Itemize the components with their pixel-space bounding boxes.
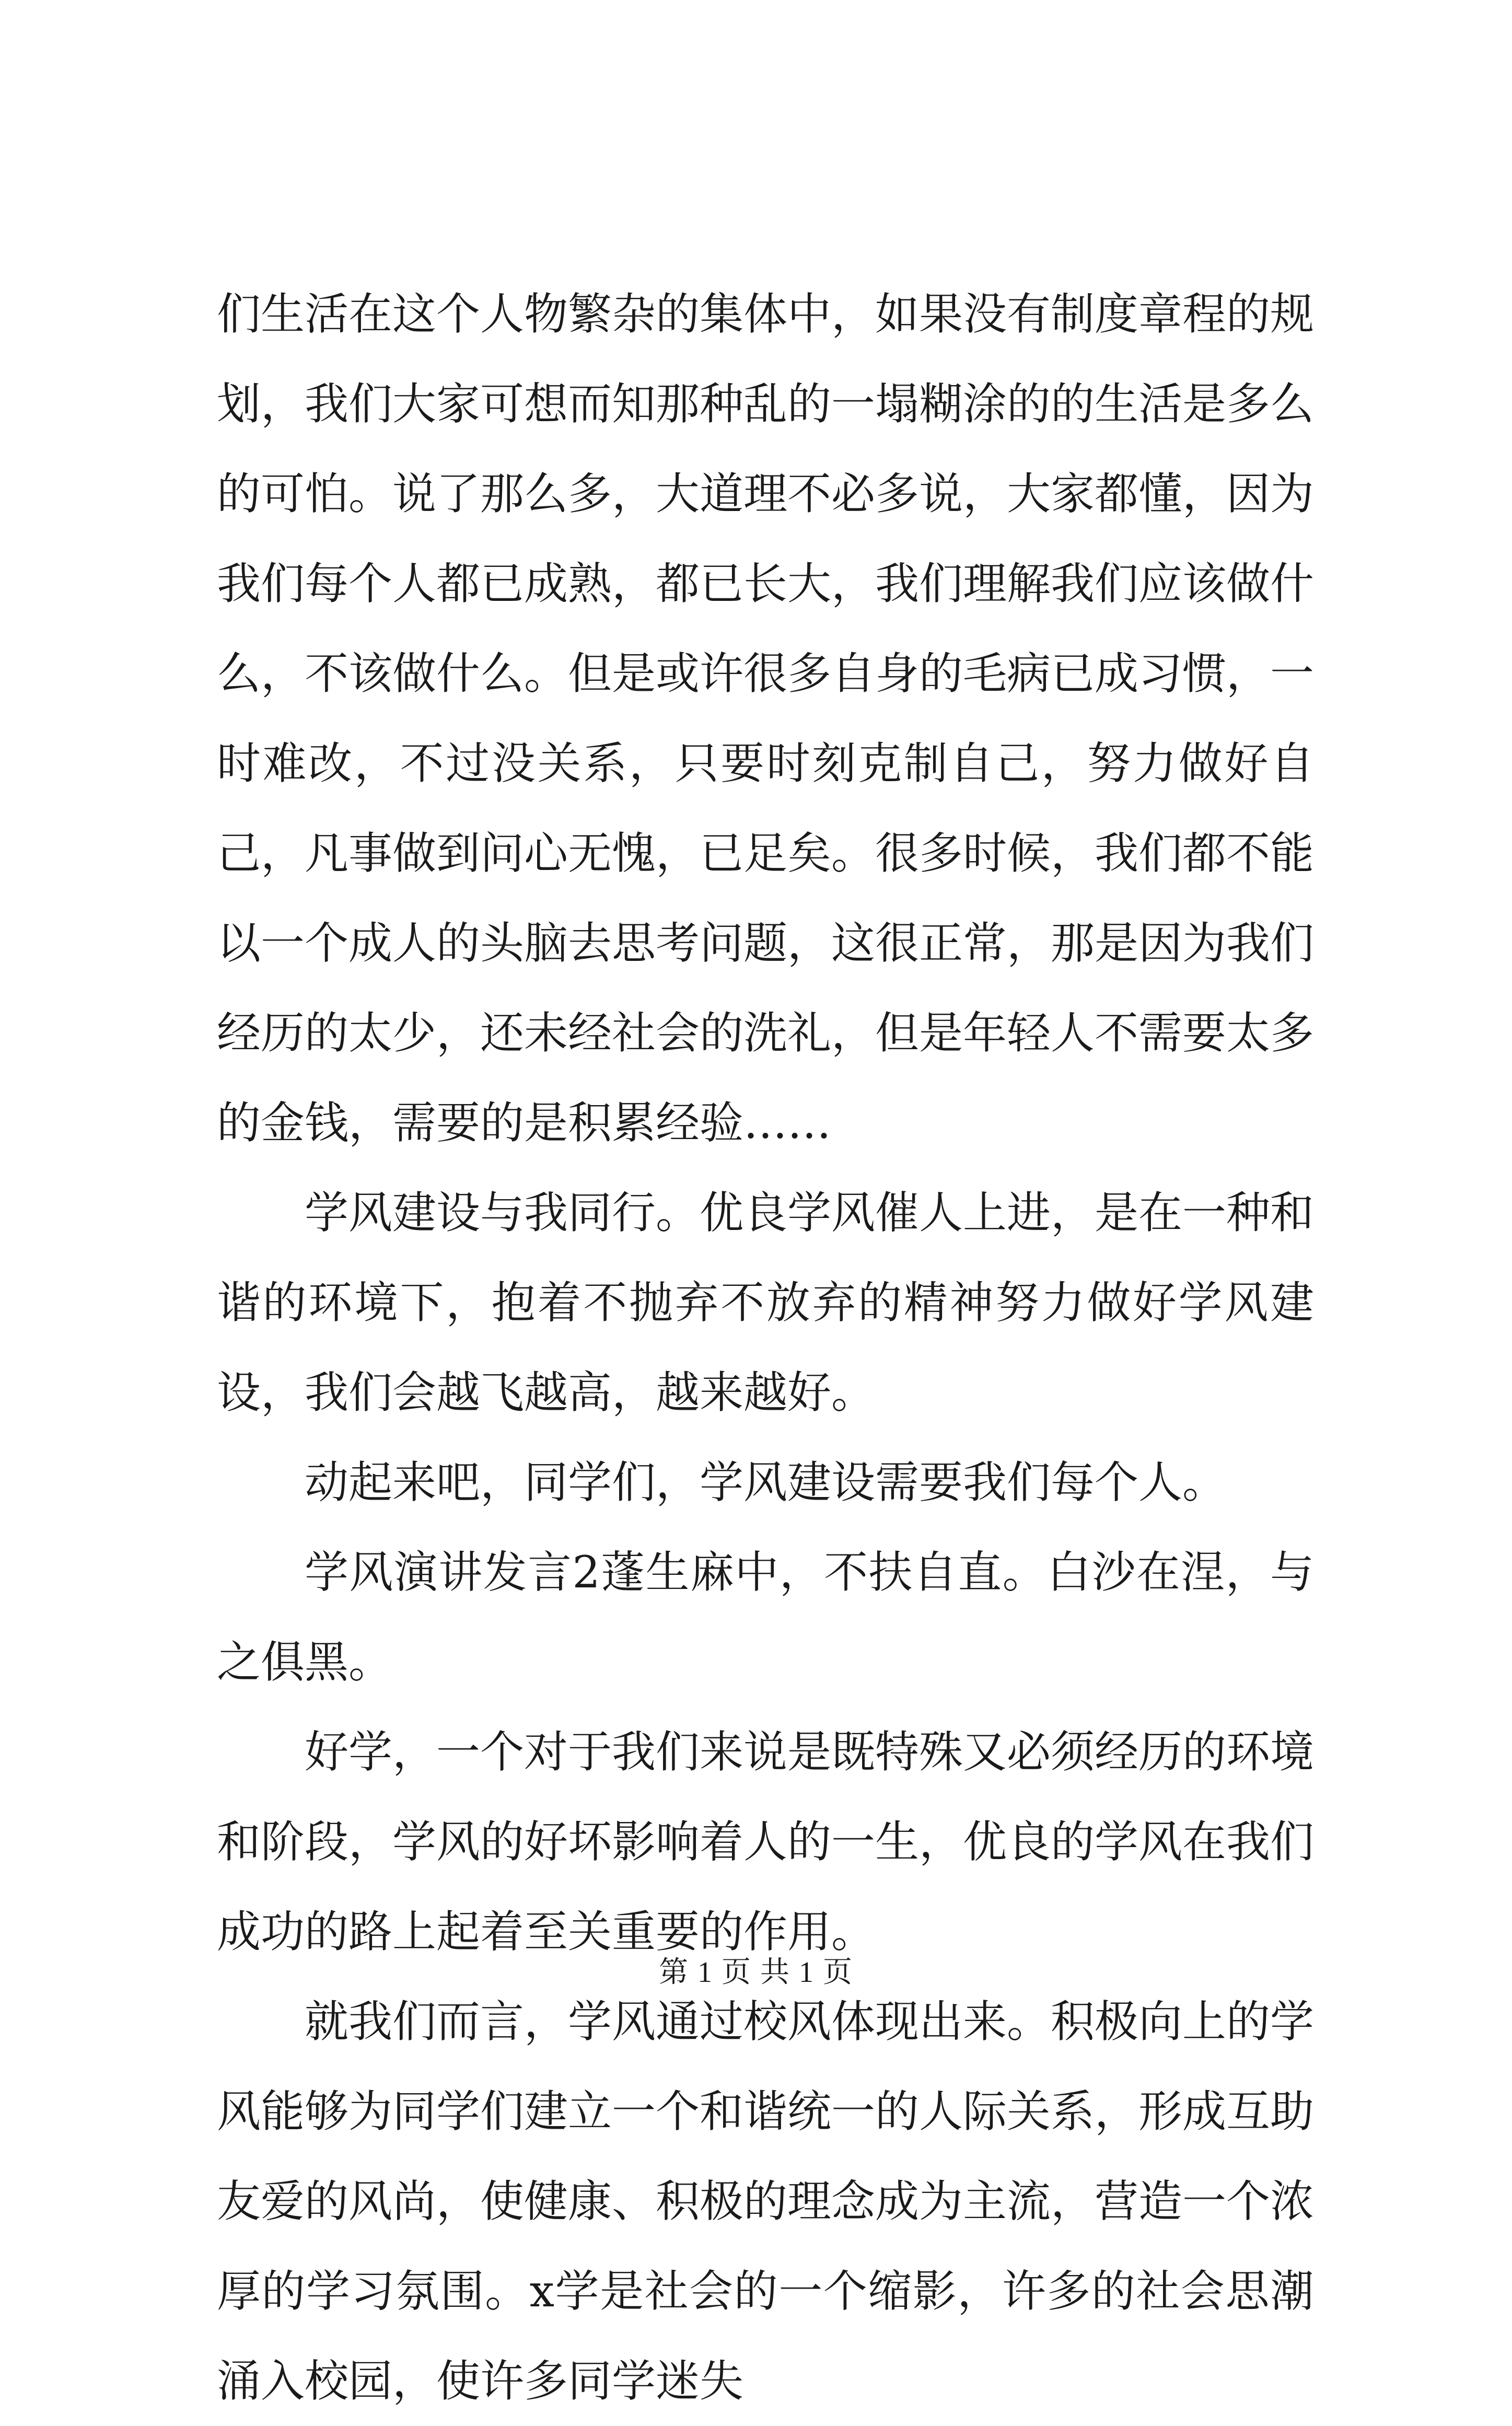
paragraph: 动起来吧，同学们，学风建设需要我们每个人。 — [305, 1457, 1227, 1508]
paragraph: 就我们而言，学风通过校风体现出来。积极向上的学风能够为同学们建立一个和谐统一的人际关系，形成互助友爱的风尚，使健康、积极的理念成为主流，营造一个浓厚的学习氛围。x学是社会的一个缩影，许多的社会思潮涌入校园，使许多同学迷失 — [217, 1996, 1315, 2407]
paragraph: 学风演讲发言2蓬生麻中，不扶自直。白沙在涅，与之俱黑。 — [217, 1547, 1314, 1688]
paragraph-continuation: 们生活在这个人物繁杂的集体中，如果没有制度章程的规划，我们大家可想而知那种乱的一塌糊涂的的生活是多么的可怕。说了那么多，大道理不必多说，大家都懂，因为我们每个人都已成熟，都已长大，我们理解我们应该做什么，不该做什么。但是或许很多自身的毛病已成习惯，一时难改，不过没关系，只要时刻克制自己，努力做好自己，凡事做到问心无愧，已足矣。很多时候，我们都不能以一个成人的头脑去思考问题，这很正常，那是因为我们经历的太少，还未经社会的洗礼，但是年轻人不需要太多的金钱，需要的是积累经验…… — [217, 288, 1315, 1148]
paragraph: 学风建设与我同行。优良学风催人上进，是在一种和谐的环境下，抱着不抛弃不放弃的精神努力做好学风建设，我们会越飞越高，越来越好。 — [217, 1187, 1315, 1418]
document-body — [217, 269, 1314, 2426]
paragraph: 好学，一个对于我们来说是既特殊又必须经历的环境和阶段，学风的好坏影响着人的一生，优良的学风在我们成功的路上起着至关重要的作用。 — [217, 1726, 1315, 1957]
page-number-footer: 第 1 页 共 1 页 — [659, 1956, 853, 1989]
